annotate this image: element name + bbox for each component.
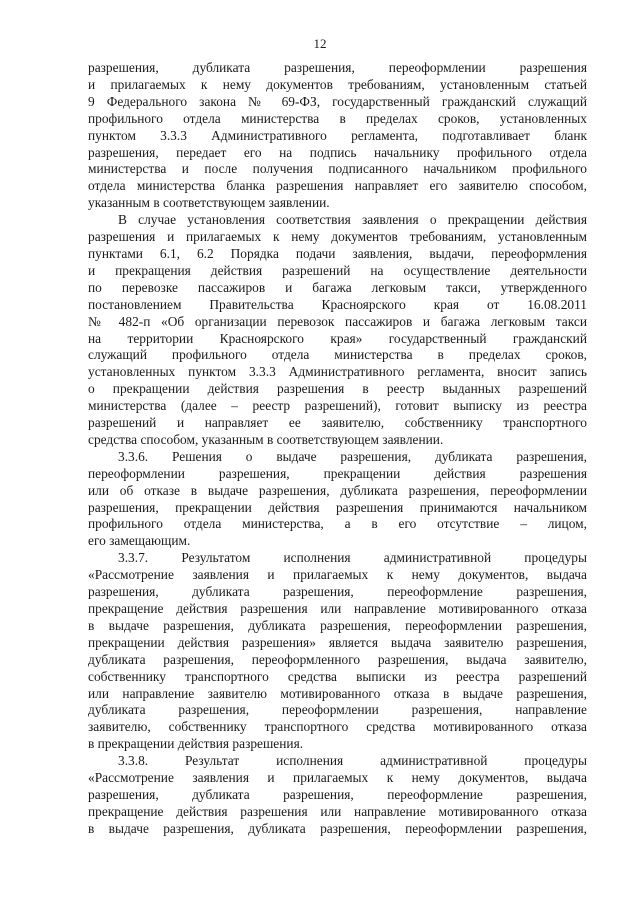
- text-line: разрешений и направляет ее заявителю, собственнику транспортного: [88, 415, 587, 431]
- text-line: министерства и после получения подписанного начальником профильного: [88, 161, 587, 177]
- text-line: пунктами 6.1, 6.2 Порядка подачи заявления, выдачи, переоформления: [88, 245, 587, 261]
- text-line: или направление заявителю мотивированного отказа в выдаче разрешения,: [88, 685, 587, 701]
- text-line: отдела министерства бланка разрешения направляет его заявителю способом,: [88, 178, 587, 194]
- text-line: разрешения, прекращении действия разрешения принимаются начальником: [88, 499, 587, 515]
- text-line: служащий профильного отдела министерства в пределах сроков,: [88, 347, 587, 363]
- text-line: и прекращения действия разрешений на осуществление деятельности: [88, 262, 587, 278]
- text-line: профильного отдела министерства, а в его отсутствие – лицом,: [88, 516, 587, 532]
- text-line: собственнику транспортного средства выписки из реестра разрешений: [88, 668, 587, 684]
- paragraph: [88, 212, 587, 449]
- text-line: в прекращении действия разрешения.: [88, 736, 304, 752]
- paragraph: [88, 753, 587, 838]
- paragraph: [88, 60, 587, 212]
- paragraph: [88, 550, 587, 753]
- text-line: «Рассмотрение заявления и прилагаемых к нему документов, выдача: [88, 770, 587, 786]
- page-number: 12: [313, 36, 327, 51]
- text-line: пунктом 3.3.3 Административного регламента, подготавливает бланк: [88, 127, 587, 143]
- text-line: разрешения и прилагаемых к нему документов требованиям, установленным: [88, 229, 587, 245]
- text-line: и прилагаемых к нему документов требованиям, установленным статьей: [88, 76, 587, 92]
- text-line: 3.3.7. Результатом исполнения административной процедуры: [118, 550, 587, 566]
- text-line: разрешения, дубликата разрешения, переоформление разрешения,: [88, 584, 587, 600]
- text-line: установленных пунктом 3.3.3 Административного регламента, вносит запись: [88, 364, 587, 380]
- text-line: «Рассмотрение заявления и прилагаемых к нему документов, выдача: [88, 567, 587, 583]
- text-line: в выдаче разрешения, дубликата разрешения, переоформлении разрешения,: [88, 820, 587, 836]
- document-body: [88, 60, 587, 838]
- text-line: № 482-п «Об организации перевозок пассажиров и багажа легковым такси: [88, 313, 587, 329]
- text-line: указанным в соответствующем заявлении.: [88, 195, 330, 211]
- text-line: прекращении действия разрешения» является выдача заявителю разрешения,: [88, 634, 587, 650]
- text-line: прекращение действия разрешения или направление мотивированного отказа: [88, 601, 587, 616]
- text-line: профильного отдела министерства в пределах сроков, установленных: [88, 110, 587, 126]
- text-line: средства способом, указанным в соответствующем заявлении.: [88, 431, 444, 447]
- paragraph: [88, 449, 587, 550]
- text-line: заявителю, собственнику транспортного средства мотивированного отказа: [88, 719, 587, 735]
- text-line: 3.3.6. Решения о выдаче разрешения, дубликата разрешения,: [118, 448, 587, 464]
- text-line: его замещающим.: [88, 533, 191, 549]
- text-line: разрешения, передает его на подпись начальнику профильного отдела: [88, 144, 587, 160]
- text-line: дубликата разрешения, переоформлении разрешения, направление: [88, 702, 587, 718]
- text-line: переоформлении разрешения, прекращении действия разрешения: [88, 465, 587, 481]
- text-line: или об отказе в выдаче разрешения, дубликата разрешения, переоформлении: [88, 482, 587, 498]
- text-line: В случае установления соответствия заявления о прекращении действия: [118, 212, 587, 228]
- text-line: о прекращении действия разрешения в реестр выданных разрешений: [88, 381, 587, 397]
- text-line: по перевозке пассажиров и багажа легковым такси, утвержденного: [88, 279, 587, 295]
- text-line: разрешения, дубликата разрешения, переоформление разрешения,: [88, 786, 587, 802]
- text-line: разрешения, дубликата разрешения, переоформлении разрешения: [88, 60, 587, 75]
- text-line: дубликата разрешения, переоформленного разрешения, выдача заявителю,: [88, 651, 587, 667]
- text-line: 3.3.8. Результат исполнения административной процедуры: [118, 753, 587, 769]
- text-line: министерства (далее – реестр разрешений), готовит выписку из реестра: [88, 398, 587, 414]
- text-line: на территории Красноярского края» государственный гражданский: [88, 330, 587, 346]
- text-line: в выдаче разрешения, дубликата разрешения, переоформлении разрешения,: [88, 617, 587, 633]
- text-line: прекращение действия разрешения или направление мотивированного отказа: [88, 803, 587, 819]
- text-line: 9 Федерального закона № 69-ФЗ, государственный гражданский служащий: [88, 93, 587, 109]
- text-line: постановлением Правительства Красноярского края от 16.08.2011: [88, 296, 587, 312]
